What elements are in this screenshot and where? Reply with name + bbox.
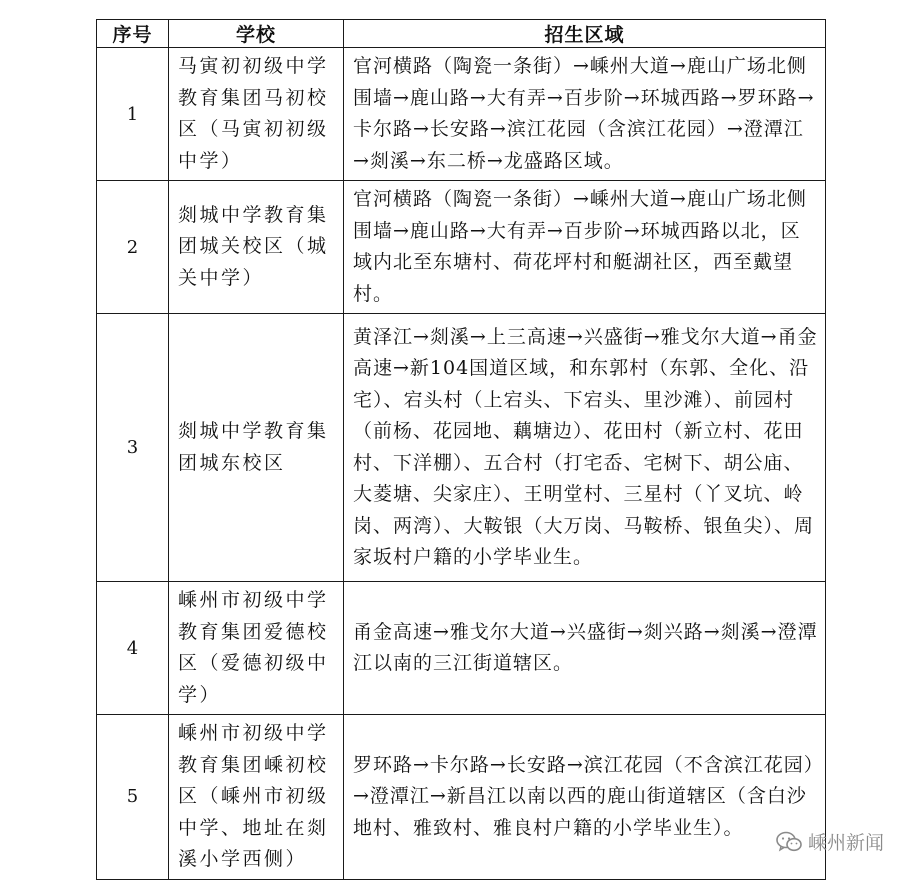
- row-num: 3: [97, 314, 169, 582]
- row-area: 官河横路（陶瓷一条街）→嵊州大道→鹿山广场北侧围墙→鹿山路→大有弄→百步阶→环城西路→罗环路→卡尔路→长安路→滨江花园（含滨江花园）→澄潭江→剡溪→东二桥→龙盛路区域。: [344, 48, 826, 181]
- table-row: [97, 181, 826, 314]
- admission-table: [96, 19, 826, 880]
- table-header-row: [97, 20, 826, 48]
- row-school: 剡城中学教育集团城关校区（城关中学）: [169, 181, 344, 314]
- row-area: 黄泽江→剡溪→上三高速→兴盛街→雅戈尔大道→甬金高速→新104国道区域，和东郭村（东郭、全化、沿宅）、宕头村（上宕头、下宕头、里沙滩）、前园村（前杨、花园地、藕塘边）、花田村（新立村、花田村、下洋棚）、五合村（打宅岙、宅树下、胡公庙、大菱塘、尖家庄）、王明堂村、三星村（丫叉坑、岭岗、两湾）、大鞍银（大万岗、马鞍桥、银鱼尖）、周家坂村户籍的小学毕业生。: [344, 314, 826, 582]
- row-num: 2: [97, 181, 169, 314]
- row-school: 马寅初初级中学教育集团马初校区（马寅初初级中学）: [169, 48, 344, 181]
- table-row: [97, 582, 826, 715]
- row-school: 嵊州市初级中学教育集团嵊初校区（嵊州市初级中学、地址在剡溪小学西侧）: [169, 715, 344, 880]
- row-area: 罗环路→卡尔路→长安路→滨江花园（不含滨江花园）→澄潭江→新昌江以南以西的鹿山街道辖区（含白沙地村、雅致村、雅良村户籍的小学毕业生）。: [344, 715, 826, 880]
- row-area: 官河横路（陶瓷一条街）→嵊州大道→鹿山广场北侧围墙→鹿山路→大有弄→百步阶→环城西路以北，区域内北至东塘村、荷花坪村和艇湖社区，西至戴望村。: [344, 181, 826, 314]
- watermark-text: 嵊州新闻: [807, 832, 884, 854]
- row-num: 5: [97, 715, 169, 880]
- table-row: [97, 48, 826, 181]
- watermark: [776, 828, 884, 855]
- header-num: 序号: [97, 20, 169, 48]
- table-row: [97, 715, 826, 880]
- table-row: [97, 314, 826, 582]
- wechat-icon: [776, 831, 802, 853]
- header-school: 学校: [169, 20, 344, 48]
- row-num: 1: [97, 48, 169, 181]
- header-area: 招生区域: [344, 20, 826, 48]
- row-num: 4: [97, 582, 169, 715]
- row-school: 剡城中学教育集团城东校区: [169, 314, 344, 582]
- row-area: 甬金高速→雅戈尔大道→兴盛街→剡兴路→剡溪→澄潭江以南的三江街道辖区。: [344, 582, 826, 715]
- row-school: 嵊州市初级中学教育集团爱德校区（爱德初级中学）: [169, 582, 344, 715]
